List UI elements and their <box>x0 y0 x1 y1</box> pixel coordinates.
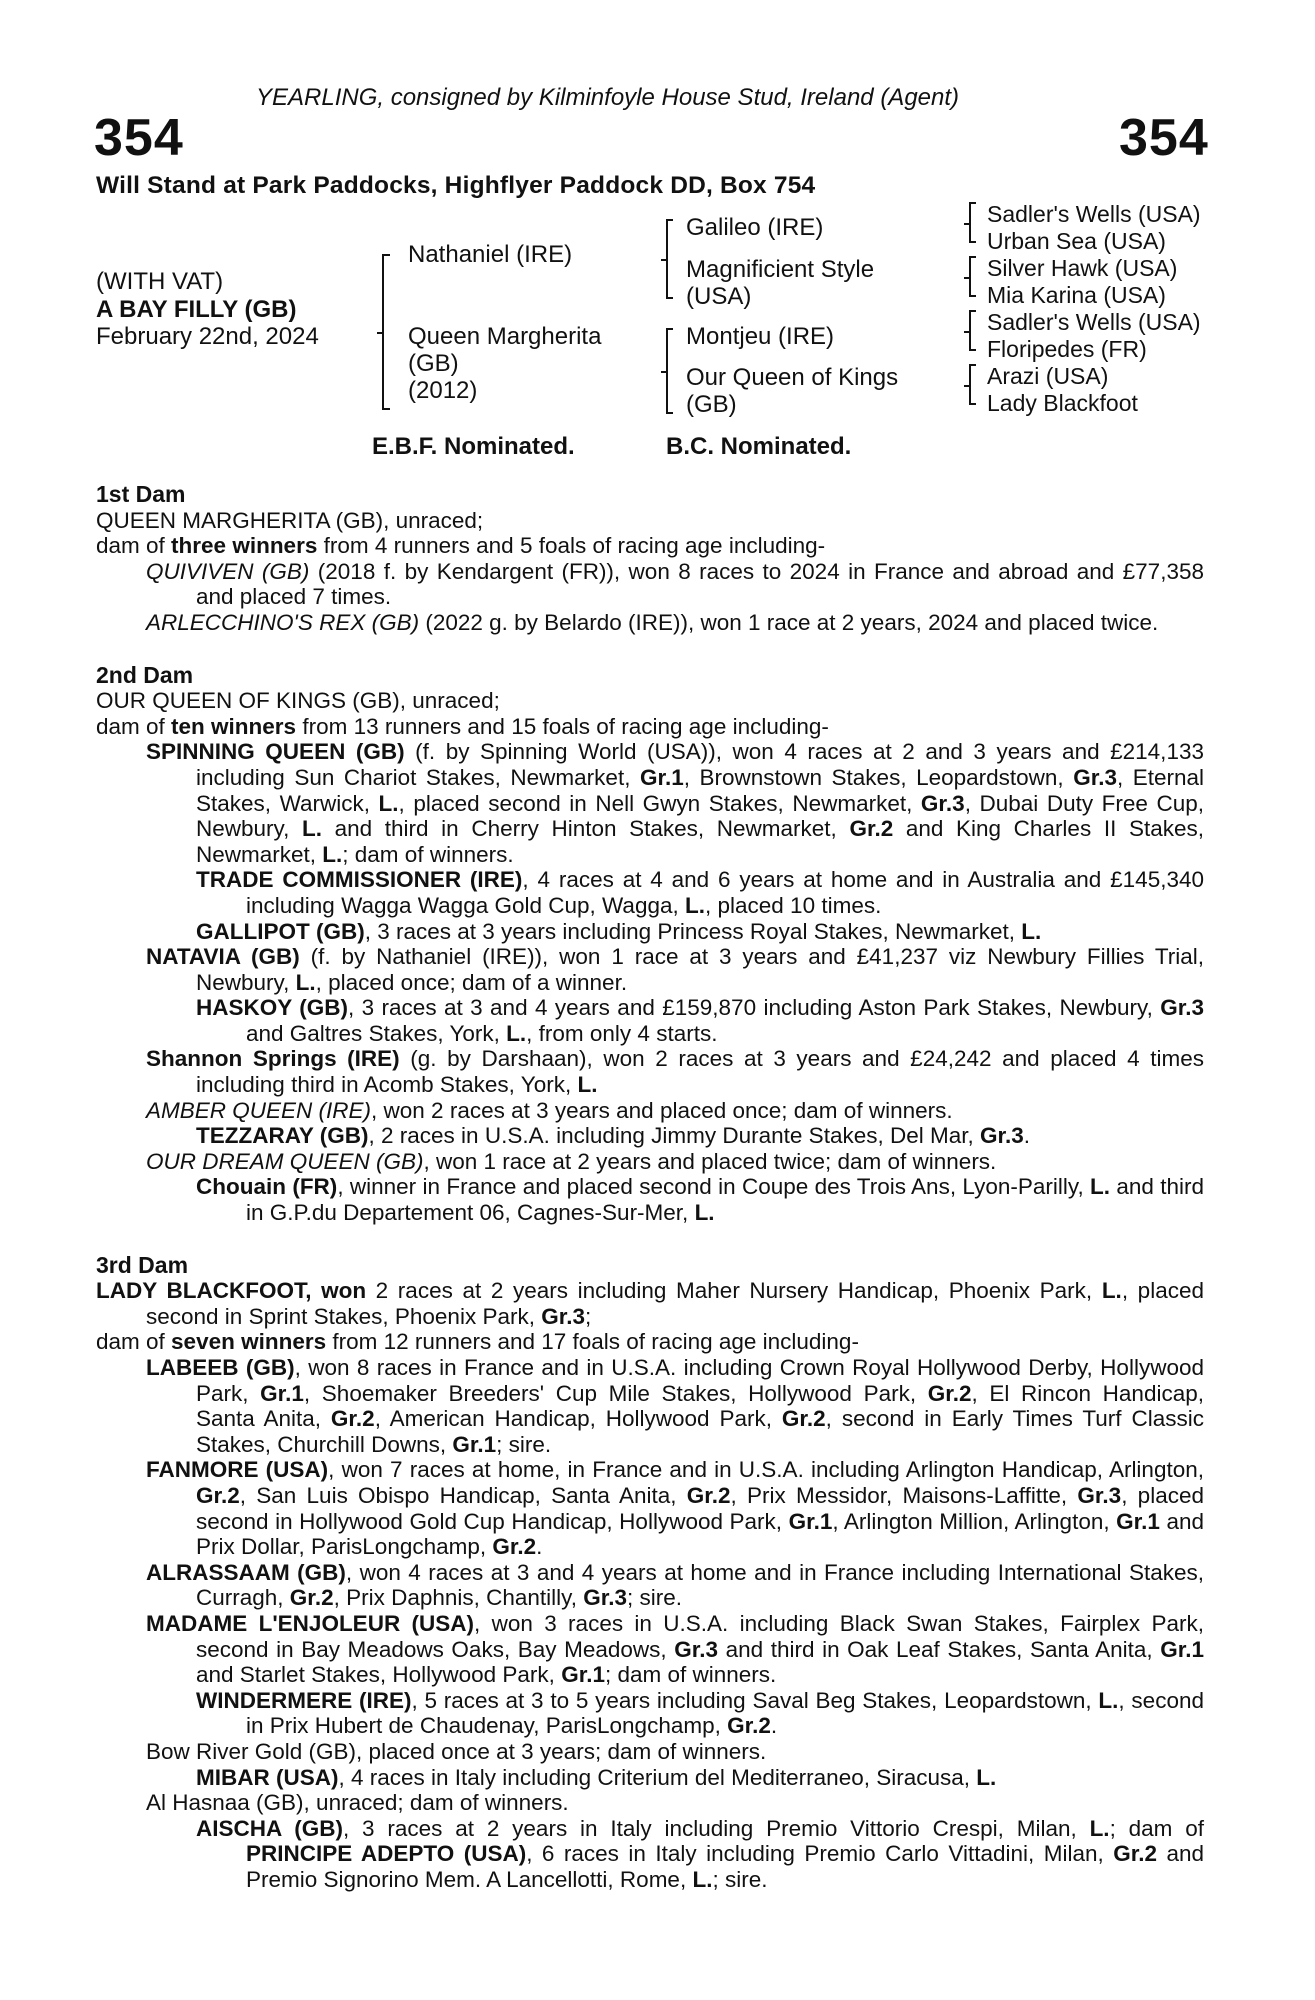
pedigree-brace-gg3 <box>969 310 976 351</box>
sire-dam-line1: Magnificient Style <box>686 256 875 283</box>
produce-entry: SPINNING QUEEN (GB) (f. by Spinning World (USA)), won 4 races at 2 and 3 years and £214,133 including Sun Chariot Stakes, Newmarket, Gr.1, Brownstown Stakes, Leopardstown, Gr.3, Eternal Stakes, Warwick, L., placed second in Nell Gwyn Stakes, Newmarket, Gr.3, Dubai Duty Free Cup, Newbury, L. and third in Cherry Hinton Stakes, Newmarket, Gr.2 and King Charles II Stakes, Newmarket, L.; dam of winners. <box>146 739 1205 867</box>
produce-entry: Al Hasnaa (GB), unraced; dam of winners. <box>146 1790 569 1816</box>
pedigree-brace-gg2 <box>969 256 976 297</box>
first-dam-intro: QUEEN MARGHERITA (GB), unraced; <box>96 507 484 533</box>
dam-sire-name: Montjeu (IRE) <box>686 323 835 350</box>
gg-6: Floripedes (FR) <box>987 336 1147 362</box>
sire-sire-name: Galileo (IRE) <box>686 214 824 241</box>
pedigree-brace-gg4 <box>969 364 976 405</box>
first-dam-section <box>96 482 1204 636</box>
gg-4: Mia Karina (USA) <box>987 282 1166 308</box>
consigned-line: YEARLING, consigned by Kilminfoyle House Stud, Ireland (Agent) <box>256 84 960 111</box>
third-dam-section <box>96 1253 1204 1893</box>
produce-entry: Bow River Gold (GB), placed once at 3 years; dam of winners. <box>146 1738 767 1764</box>
produce-entry: MADAME L'ENJOLEUR (USA), won 3 races in U.S.A. including Black Swan Stakes, Fairplex Park, second in Bay Meadows Oaks, Bay Meadows, Gr.3 and third in Oak Leaf Stakes, Santa Anita, Gr.1 and Starlet Stakes, Hollywood Park, Gr.1; dam of winners. <box>146 1610 1204 1688</box>
dam-dam-line1: Our Queen of Kings <box>686 364 899 391</box>
produce-entry: MIBAR (USA), 4 races in Italy including Criterium del Mediterraneo, Siracusa, L. <box>196 1764 997 1790</box>
dam-name-line3: (2012) <box>408 377 478 404</box>
dam-name-line2: (GB) <box>408 350 459 377</box>
catalogue-body <box>96 482 1204 1892</box>
produce-entry: AISCHA (GB), 3 races at 2 years in Italy including Premio Vittorio Crespi, Milan, L.; dam of PRINCIPE ADEPTO (USA), 6 races in Italy including Premio Carlo Vittadini, Milan, Gr.2 and Premio Signorino Mem. A Lancellotti, Rome, L.; sire. <box>196 1815 1204 1892</box>
produce-entry: ARLECCHINO'S REX (GB) (2022 g. by Belardo (IRE)), won 1 race at 2 years, 2024 and placed twice. <box>146 609 1159 635</box>
first-dam-produce: dam of three winners from 4 runners and 5 foals of racing age including- <box>96 533 826 559</box>
gg-8: Lady Blackfoot <box>987 390 1138 416</box>
produce-entry: Chouain (FR), winner in France and placed second in Coupe des Trois Ans, Lyon-Parilly, L. and third in G.P.du Departement 06, Cagnes-Sur-Mer, L. <box>196 1174 1205 1226</box>
bc-nominated: B.C. Nominated. <box>666 433 852 460</box>
third-dam-intro: LADY BLACKFOOT, won 2 races at 2 years including Maher Nursery Handicap, Phoenix Park, L., placed second in Sprint Stakes, Phoenix Park, Gr.3; <box>96 1278 1204 1329</box>
produce-entry: LABEEB (GB), won 8 races in France and in U.S.A. including Crown Royal Hollywood Derby, Hollywood Park, Gr.1, Shoemaker Breeders' Cup Mile Stakes, Hollywood Park, Gr.2, El Rincon Handicap, Santa Anita, Gr.2, American Handicap, Hollywood Park, Gr.2, second in Early Times Turf Classic Stakes, Churchill Downs, Gr.1; sire. <box>146 1355 1204 1457</box>
first-dam-heading: 1st Dam <box>96 481 186 507</box>
gg-5: Sadler's Wells (USA) <box>987 309 1201 335</box>
second-dam-produce: dam of ten winners from 13 runners and 15 foals of racing age including- <box>96 713 829 739</box>
lot-number-left: 354 <box>94 109 184 167</box>
produce-entry: NATAVIA (GB) (f. by Nathaniel (IRE)), won 1 race at 3 years and £41,237 viz Newbury Fillies Trial, Newbury, L., placed once; dam of a winner. <box>146 944 1204 995</box>
ebf-nominated: E.B.F. Nominated. <box>372 433 575 460</box>
produce-entry: TEZZARAY (GB), 2 races in U.S.A. including Jimmy Durante Stakes, Del Mar, Gr.3. <box>196 1123 1031 1149</box>
gg-7: Arazi (USA) <box>987 363 1109 389</box>
vat-label: (WITH VAT) <box>96 268 224 295</box>
produce-entry: QUIVIVEN (GB) (2018 f. by Kendargent (FR)), won 8 races to 2024 in France and abroad and £77,358 and placed 7 times. <box>146 558 1204 610</box>
second-dam-heading: 2nd Dam <box>96 661 194 688</box>
horse-name: A BAY FILLY (GB) <box>96 296 297 323</box>
produce-entry: WINDERMERE (IRE), 5 races at 3 to 5 years including Saval Beg Stakes, Leopardstown, L., second in Prix Hubert de Chaudenay, ParisLongchamp, Gr.2. <box>196 1687 1204 1739</box>
gg-3: Silver Hawk (USA) <box>987 255 1178 281</box>
stand-line: Will Stand at Park Paddocks, Highflyer Paddock DD, Box 754 <box>96 172 816 199</box>
dam-name-line1: Queen Margherita <box>408 323 602 350</box>
produce-entry: ALRASSAAM (GB), won 4 races at 3 and 4 years at home and in France including International Stakes, Curragh, Gr.2, Prix Daphnis, Chantilly, Gr.3; sire. <box>146 1559 1205 1611</box>
pedigree-brace-sire <box>666 219 673 299</box>
gg-1: Sadler's Wells (USA) <box>987 201 1201 227</box>
sire-dam-line2: (USA) <box>686 283 752 310</box>
foaling-date: February 22nd, 2024 <box>96 323 319 350</box>
produce-entry: OUR DREAM QUEEN (GB), won 1 race at 2 years and placed twice; dam of winners. <box>146 1148 997 1174</box>
third-dam-produce: dam of seven winners from 12 runners and 17 foals of racing age including- <box>96 1329 859 1355</box>
second-dam-intro: OUR QUEEN OF KINGS (GB), unraced; <box>96 688 500 714</box>
produce-entry: HASKOY (GB), 3 races at 3 and 4 years and £159,870 including Aston Park Stakes, Newbury, Gr.3 and Galtres Stakes, York, L., from only 4 starts. <box>196 995 1205 1046</box>
dam-dam-line2: (GB) <box>686 391 737 418</box>
pedigree-brace-gg1 <box>969 202 976 243</box>
produce-entry: GALLIPOT (GB), 3 races at 3 years including Princess Royal Stakes, Newmarket, L. <box>196 918 1042 944</box>
produce-entry: TRADE COMMISSIONER (IRE), 4 races at 4 and 6 years at home and in Australia and £145,340 including Wagga Wagga Gold Cup, Wagga, L., placed 10 times. <box>196 867 1204 918</box>
lot-number-right: 354 <box>1119 109 1209 167</box>
produce-entry: AMBER QUEEN (IRE), won 2 races at 3 years and placed once; dam of winners. <box>146 1097 953 1123</box>
gg-2: Urban Sea (USA) <box>987 228 1166 254</box>
produce-entry: Shannon Springs (IRE) (g. by Darshaan), won 2 races at 3 years and £24,242 and placed 4 times including third in Acomb Stakes, York, L. <box>146 1046 1204 1098</box>
produce-entry: FANMORE (USA), won 7 races at home, in France and in U.S.A. including Arlington Handicap, Arlington, Gr.2, San Luis Obispo Handicap, Santa Anita, Gr.2, Prix Messidor, Maisons-Laffitte, Gr.3, placed second in Hollywood Gold Cup Handicap, Hollywood Park, Gr.1, Arlington Million, Arlington, Gr.1 and Prix Dollar, ParisLongchamp, Gr.2. <box>146 1457 1204 1560</box>
pedigree-brace-main <box>382 254 390 410</box>
sire-name: Nathaniel (IRE) <box>408 241 573 268</box>
second-dam-section <box>96 663 1204 1226</box>
third-dam-heading: 3rd Dam <box>96 1251 189 1278</box>
pedigree-brace-dam <box>666 328 673 414</box>
